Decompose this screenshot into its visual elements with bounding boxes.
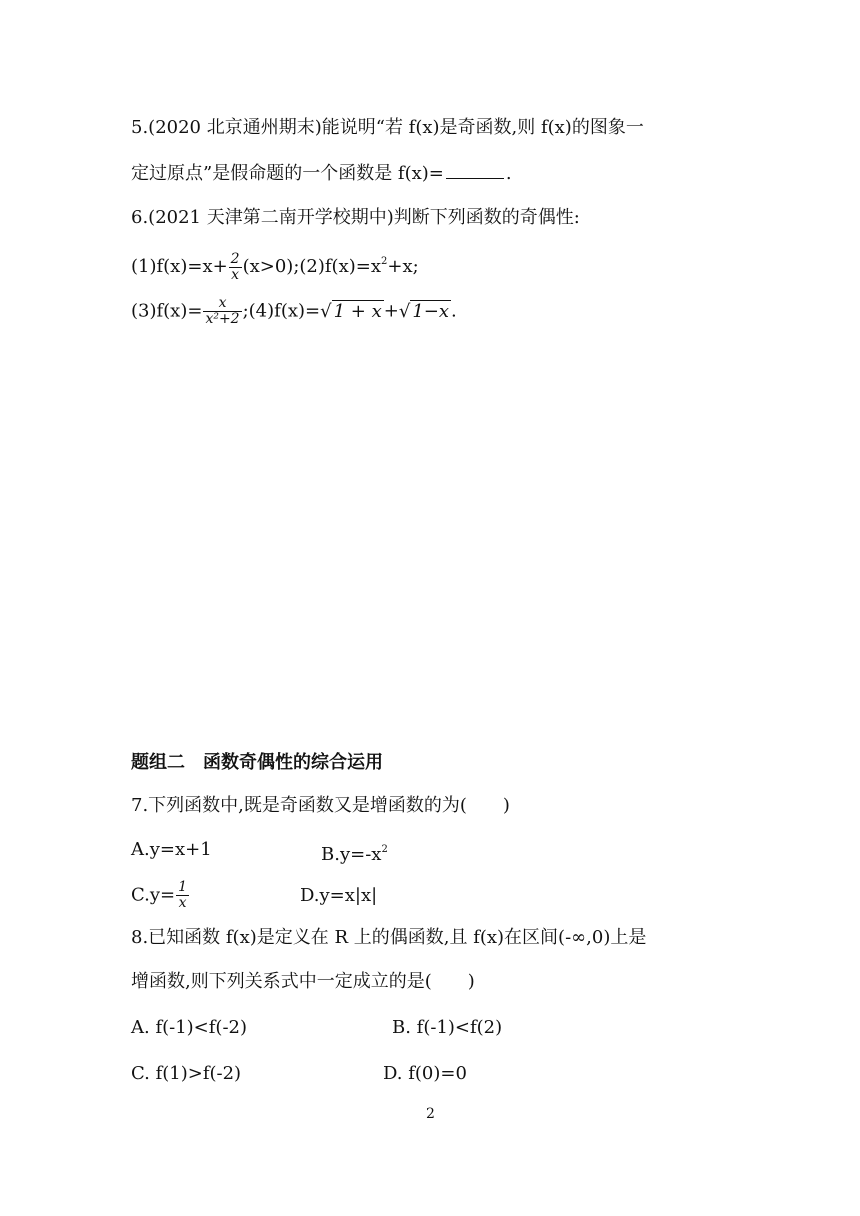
q6-p3-denominator: x²+2: [205, 311, 240, 327]
answer-blank: [446, 160, 504, 179]
q6-p3-fraction: [203, 296, 241, 327]
q7-option-c-fraction: [176, 880, 189, 911]
q6-parts-1-2: [131, 250, 419, 283]
q7-option-c-numerator: 1: [178, 879, 188, 895]
q7-option-d: D.y=x|x|: [300, 885, 378, 906]
q5-line2: [131, 160, 512, 186]
page-number: 2: [426, 1106, 435, 1122]
q7-option-c: [131, 880, 190, 911]
q6-p1-mid: (x>0);(2)f(x)=x: [242, 256, 381, 277]
group2-heading: 题组二 函数奇偶性的综合运用: [131, 752, 383, 773]
q8-option-c: C. f(1)>f(-2): [131, 1063, 242, 1084]
q6-p1-suffix: +x;: [387, 256, 419, 277]
q6-p1-denominator: x: [231, 266, 240, 283]
sqrt-2: √ 1−x: [398, 300, 449, 322]
q8-option-b: B. f(-1)<f(2): [392, 1017, 503, 1038]
q7-stem: 7.下列函数中,既是奇函数又是增函数的为( ): [131, 795, 510, 816]
q6-p3-prefix: (3)f(x)=: [131, 300, 203, 322]
sqrt-1: √ 1 + x: [320, 300, 382, 322]
q6-title: 6.(2021 天津第二南开学校期中)判断下列函数的奇偶性:: [131, 207, 580, 228]
q6-p1-prefix: (1)f(x)=x+: [131, 256, 228, 277]
q8-line1: 8.已知函数 f(x)是定义在 R 上的偶函数,且 f(x)在区间(-∞,0)上是: [131, 927, 647, 948]
q6-p3-numerator: x: [203, 296, 241, 312]
q5-line2-prefix: 定过原点”是假命题的一个函数是 f(x)=: [131, 163, 444, 184]
q7-option-c-prefix: C.y=: [131, 884, 176, 906]
q7-option-a: A.y=x+1: [131, 839, 212, 860]
q7-option-c-denominator: x: [178, 895, 187, 911]
q7-option-b-text: B.y=-x: [321, 844, 382, 865]
sqrt-1-radicand: 1 + x: [333, 300, 382, 322]
q6-p4-suffix: .: [451, 300, 457, 322]
q7-option-b-exponent: 2: [381, 844, 388, 855]
q8-line2: 增函数,则下列关系式中一定成立的是( ): [131, 971, 475, 992]
q5-line1: 5.(2020 北京通州期末)能说明“若 f(x)是奇函数,则 f(x)的图象一: [131, 117, 644, 138]
q6-p1-numerator: 2: [230, 250, 240, 267]
sqrt-2-radicand: 1−x: [412, 300, 449, 322]
q6-p2-exponent: 2: [380, 256, 388, 267]
q8-option-a: A. f(-1)<f(-2): [131, 1017, 248, 1038]
q8-option-d: D. f(0)=0: [383, 1063, 467, 1084]
q6-parts-3-4: [131, 296, 457, 327]
q7-option-b: [321, 838, 388, 867]
q6-p3-mid: ;(4)f(x)=: [242, 300, 321, 322]
q6-p1-fraction: [229, 252, 242, 283]
q5-line2-suffix: .: [505, 163, 512, 184]
q6-p4-plus: +: [383, 300, 399, 322]
